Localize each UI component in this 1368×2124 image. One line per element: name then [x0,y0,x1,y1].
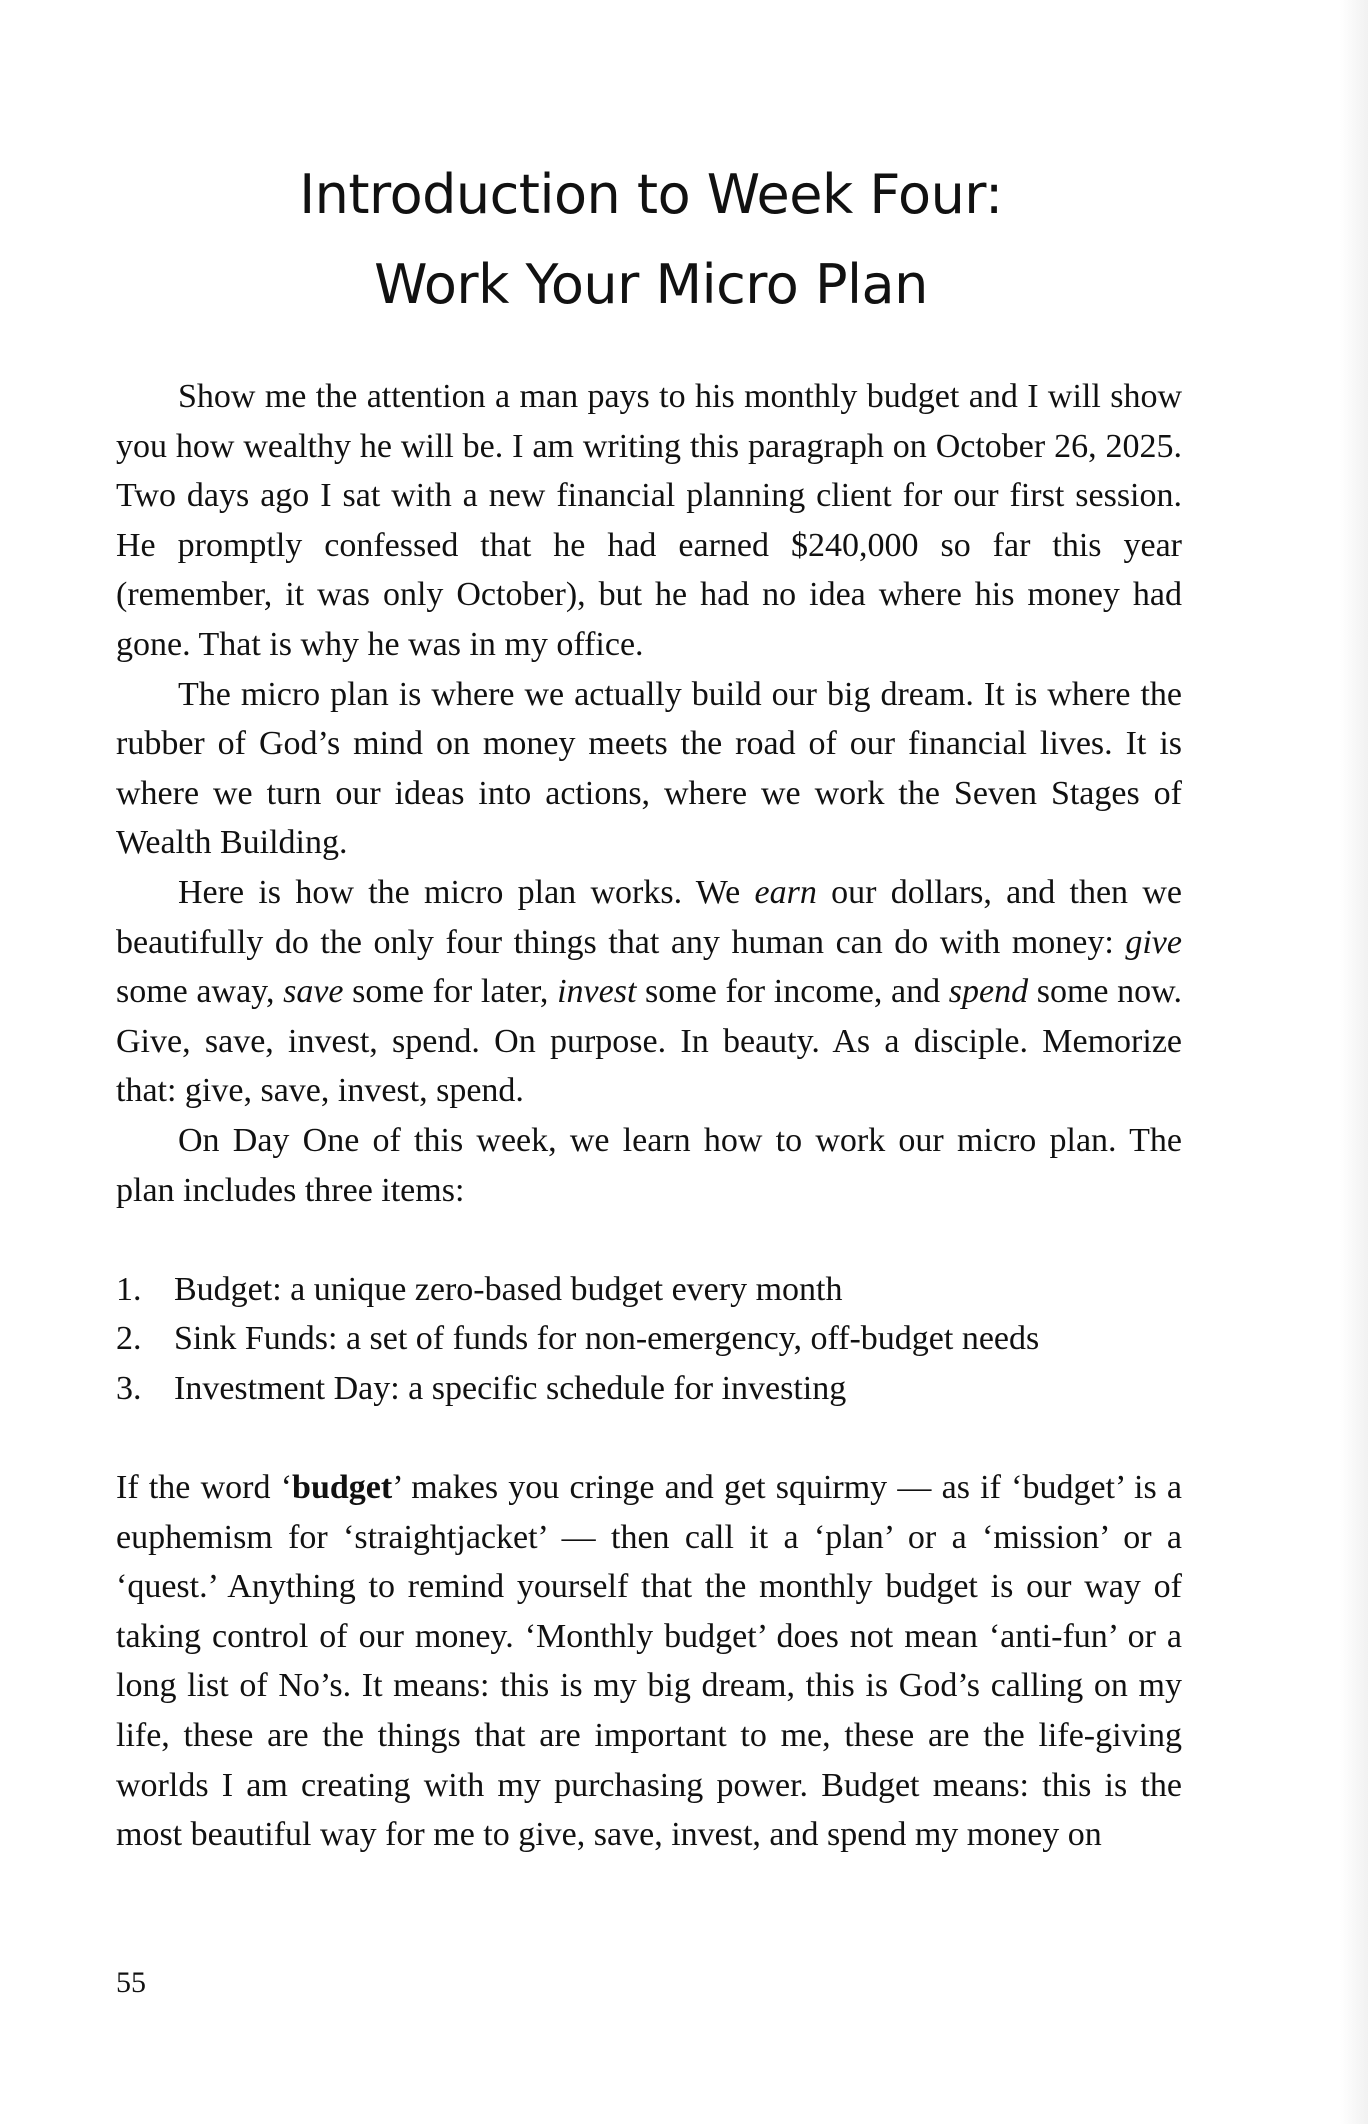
paragraph-2: The micro plan is where we actually build our big dream. It is where the rubber of God’s mind on money meets the road of our financial lives. It is where we turn our ideas into actions, where we work the Seven Stages of Wealth Building. [116,675,1182,862]
paragraph-5-text-a: If the word ‘ [116,1469,293,1507]
paragraph-3-text-e: some for income, and [636,973,949,1011]
page-number: 55 [116,1966,146,1999]
paragraph-5-text-b: ’ makes you cringe and get squirmy — as if ‘budget’ is a euphemism for ‘straightjacket’ — then call it a ‘plan’ or a ‘mission’ or a ‘quest.’ Anything to remind yourself that the monthly budget is our way of taking control of our money. ‘Monthly budget’ does not mean ‘anti-fun’ or a long list of No’s. It means: this is my big dream, this is God’s calling on my life, these are the things that are important to me, these are the life-giving worlds I am creating with my purchasing power. Budget means: this is the most beautiful way for me to give, save, invest, and spend my money on [116,1469,1183,1854]
emphasis-invest: invest [557,973,637,1011]
list-item [116,1265,1182,1315]
paragraph-3-text-c: some away, [116,973,284,1011]
paragraph-3 [116,868,1182,1116]
chapter-title-line-1: Introduction to Week Four: [299,163,1003,226]
list-item-number: 1. [116,1270,142,1308]
paragraph-3-text-b: our dollars, and then we beautifully do the only four things that any human can do with money: [116,873,1182,961]
body-text [116,372,1182,1860]
paragraph-4: On Day One of this week, we learn how to work our micro plan. The plan includes three items: [116,1121,1182,1209]
plan-items-list [116,1265,1182,1414]
paragraph-3-text-a: Here is how the micro plan works. We [178,873,755,911]
bold-budget: budget [292,1469,393,1507]
chapter-title-line-2: Work Your Micro Plan [374,253,928,316]
list-item [116,1364,1182,1414]
paragraph-3-text-d: some for later, [343,973,558,1011]
paragraph-1: Show me the attention a man pays to his monthly budget and I will show you how wealthy he will be. I am writing this paragraph on October 26, 2025. Two days ago I sat with a new financial planning client for our first session. He promptly confessed that he had earned $240,000 so far this year (remember, it was only October), but he had no idea where his money had gone. That is why he was in my office. [116,378,1182,663]
emphasis-save: save [283,973,344,1011]
list-item-text: Sink Funds: a set of funds for non-emergency, off-budget needs [174,1320,1040,1358]
page-edge-shadow [1340,0,1368,2124]
emphasis-spend: spend [948,973,1029,1011]
paragraph-5 [116,1463,1182,1860]
chapter-title [116,150,1186,330]
list-item-text: Budget: a unique zero-based budget every month [174,1270,843,1308]
emphasis-give: give [1125,923,1182,961]
list-item [116,1314,1182,1364]
list-item-number: 2. [116,1320,142,1358]
emphasis-earn: earn [754,873,817,911]
list-item-number: 3. [116,1369,142,1407]
paragraph-3-text-f: some now. Give, save, invest, spend. On purpose. In beauty. As a disciple. Memorize that: give, save, invest, spend. [116,973,1182,1110]
list-item-text: Investment Day: a specific schedule for investing [174,1369,847,1407]
